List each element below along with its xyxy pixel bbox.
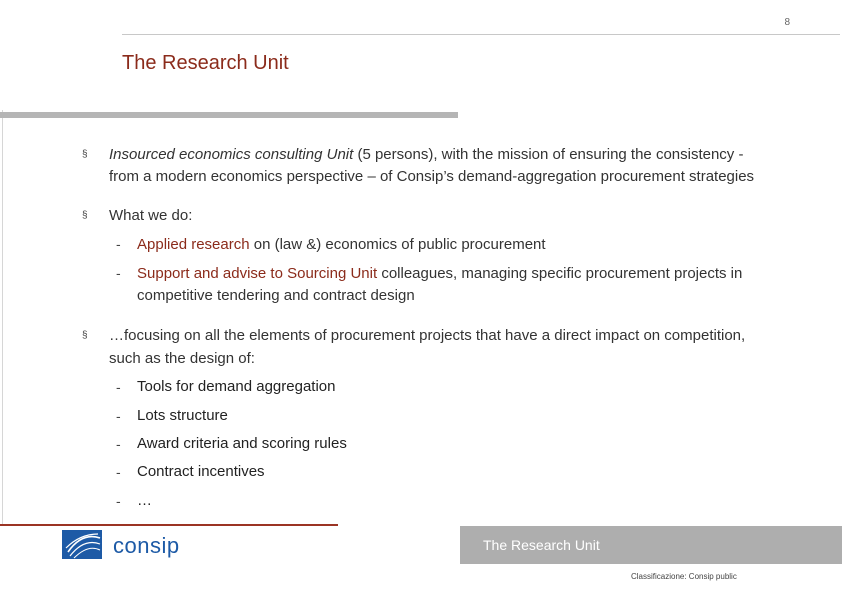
sub-item-rest: colleagues, managing specific procurement projects in <box>377 265 743 282</box>
dash-marker: - <box>116 493 121 509</box>
dash-marker: - <box>116 265 121 281</box>
sub-item-highlight: Support and advise to Sourcing Unit <box>137 265 378 282</box>
sub-item-applied-research <box>137 234 546 256</box>
consip-logo-icon <box>62 530 102 559</box>
footer-section-label: The Research Unit <box>483 537 600 553</box>
title-underline-bar <box>0 112 458 118</box>
design-item-1: Tools for demand aggregation <box>137 378 336 395</box>
sub-item-support <box>137 263 742 285</box>
design-item-3: Award criteria and scoring rules <box>137 435 347 452</box>
dash-marker: - <box>116 436 121 452</box>
header-divider <box>122 34 840 35</box>
sub-item-rest: on (law &) economics of public procurement <box>249 236 546 253</box>
footer-red-line <box>0 524 338 526</box>
bullet-1-italic: Insourced economics consulting Unit <box>109 146 354 163</box>
left-divider <box>2 110 3 525</box>
page-number: 8 <box>784 17 790 28</box>
bullet-3-line-1: …focusing on all the elements of procurement projects that have a direct impact on competition, <box>109 327 746 344</box>
bullet-1-line-2: from a modern economics perspective – of Consip’s demand-aggregation procurement strategies <box>109 168 755 185</box>
bullet-3-line-2: such as the design of: <box>109 350 255 367</box>
classification-label: Classificazione: Consip public <box>631 572 737 581</box>
design-item-2: Lots structure <box>137 407 228 424</box>
dash-marker: - <box>116 408 121 424</box>
consip-logo-text: consip <box>113 533 180 558</box>
dash-marker: - <box>116 236 121 252</box>
design-item-4: Contract incentives <box>137 463 265 480</box>
bullet-2-text: What we do: <box>109 207 193 224</box>
bullet-1-rest: (5 persons), with the mission of ensuring the consistency - <box>353 146 744 163</box>
design-item-5: … <box>137 492 152 509</box>
bullet-marker: § <box>82 210 88 221</box>
sub-item-highlight: Applied research <box>137 236 250 253</box>
sub-item-support-line-2: competitive tendering and contract design <box>137 287 415 304</box>
page-title: The Research Unit <box>122 52 289 74</box>
bullet-marker: § <box>82 330 88 341</box>
dash-marker: - <box>116 379 121 395</box>
bullet-1-line-1 <box>109 144 743 166</box>
dash-marker: - <box>116 464 121 480</box>
bullet-marker: § <box>82 149 88 160</box>
